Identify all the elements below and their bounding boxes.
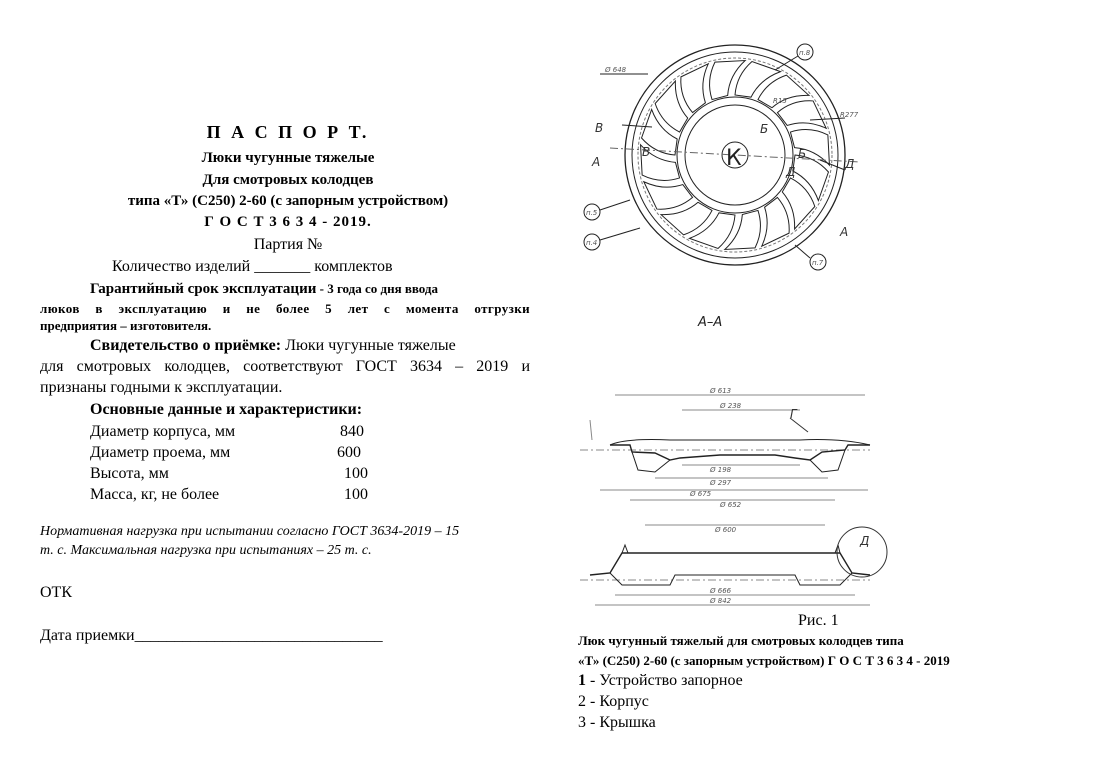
spec-row [90,444,390,462]
part-item [578,714,656,732]
part-number: 1 [578,672,586,689]
spec-name: Диаметр проема, мм [90,444,231,461]
warranty-line-3: предприятия – изготовителя. [40,318,212,333]
part-label: - Крышка [586,714,656,731]
quantity-line [112,258,393,276]
label-d-top: Д [786,165,796,179]
figure-caption: Рис. 1 [798,612,839,629]
spec-value: 600 [337,444,361,461]
dim-675: Ø 675 [690,490,712,498]
body-section-view [580,500,887,605]
label-b-right: Б [760,122,769,136]
cover-rib [762,197,789,246]
label-d-detail: Д [860,534,870,548]
callout-p8: п.8 [799,49,811,57]
spec-row [90,423,390,441]
dim-613: Ø 613 [710,387,732,395]
label-b-inner: Б [798,147,807,161]
acceptance-line-2: для смотровых колодцев, соответствуют ГОСТ 3634 – 2019 и [40,358,530,375]
quantity-unit: комплектов [314,258,393,275]
warranty-line-1 [90,280,438,298]
dim-r15: R15 [773,97,787,105]
dim-600: Ø 600 [715,526,737,534]
batch-number-label: Партия № [253,236,323,253]
acceptance-line-1 [90,337,456,355]
warranty-label: Гарантийный срок эксплуатации [90,281,317,297]
label-v-inner: В [642,145,651,159]
cover-rib [725,210,761,249]
callout-p4: п.4 [586,239,598,247]
cover-rib [689,213,735,249]
part-item [578,672,743,690]
dim-652: Ø 652 [720,501,742,509]
dim-842: Ø 842 [710,597,732,605]
cover-letter: К [726,146,742,171]
technical-drawing [570,0,1090,640]
load-note-line-1: Нормативная нагрузка при испытании согласно ГОСТ 3634-2019 – 15 [40,524,460,539]
dim-198: Ø 198 [710,466,732,474]
otk-label: ОТК [40,584,72,601]
spec-row [90,486,390,504]
document-subtitle-1: Люки чугунные тяжелые [201,150,375,166]
warranty-line-2: люков в эксплуатацию и не более 5 лет с момента отгрузки [40,301,530,316]
dim-666: Ø 666 [710,587,732,595]
part-label: - Устройство запорное [586,672,743,689]
part-label: - Корпус [586,693,649,710]
dim-r277: R277 [840,111,859,119]
label-a-left: А [592,155,601,169]
document-subtitle-4: Г О С Т 3 6 3 4 - 2019. [204,214,372,230]
acceptance-date-line [40,627,383,645]
label-v: В [595,121,604,135]
figure-description-line-1: Люк чугунный тяжелый для смотровых колодцев типа [578,633,904,648]
cover-rib [735,62,781,98]
warranty-text-1: - 3 года со дня ввода [316,281,439,296]
acceptance-label: Свидетельство о приёмке: [90,337,282,354]
acceptance-text-1: Люки чугунные тяжелые [281,337,456,354]
spec-name: Диаметр корпуса, мм [90,423,236,440]
callout-p7: п.7 [812,259,824,267]
acceptance-date-blank: _______________________________ [134,627,383,644]
cover-top-view [584,44,860,270]
specs-heading: Основные данные и характеристики: [90,401,363,418]
cover-rib [644,182,693,209]
spec-value: 100 [344,486,368,503]
spec-name: Масса, кг, не более [90,486,220,503]
spec-value: 100 [344,465,368,482]
dim-648: Ø 648 [605,66,627,74]
document-title: П А С П О Р Т. [206,122,370,142]
quantity-label: Количество изделий [112,258,251,275]
label-a-right: А [840,225,849,239]
callout-p5: п.5 [586,209,598,217]
label-d-right: Д [845,157,855,171]
acceptance-line-3: признаны годными к эксплуатации. [40,379,283,396]
dim-297: Ø 297 [710,479,732,487]
document-subtitle-3: типа «Т» (С250) 2-60 (с запорным устройством) [127,193,449,209]
spec-value: 840 [340,423,364,440]
spec-name: Высота, мм [90,465,169,482]
dim-238: Ø 238 [720,402,742,410]
quantity-blank: _______ [254,258,311,275]
spec-row [90,465,390,483]
cover-rib [793,155,829,201]
part-item [578,693,649,711]
part-number: 3 [578,714,586,731]
cover-rib [710,61,746,100]
acceptance-date-label: Дата приемки [40,627,135,644]
load-note-line-2: т. с. Максимальная нагрузка при испытаниях – 25 т. с. [40,543,372,558]
label-g: Г [790,407,797,421]
figure-description-line-2: «Т» (С250) 2-60 (с запорным устройством) Г О С Т 3 6 3 4 - 2019 [578,653,950,668]
section-label: А–А [698,315,723,330]
document-subtitle-2: Для смотровых колодцев [202,172,374,188]
part-number: 2 [578,693,586,710]
cover-rib [681,64,708,113]
